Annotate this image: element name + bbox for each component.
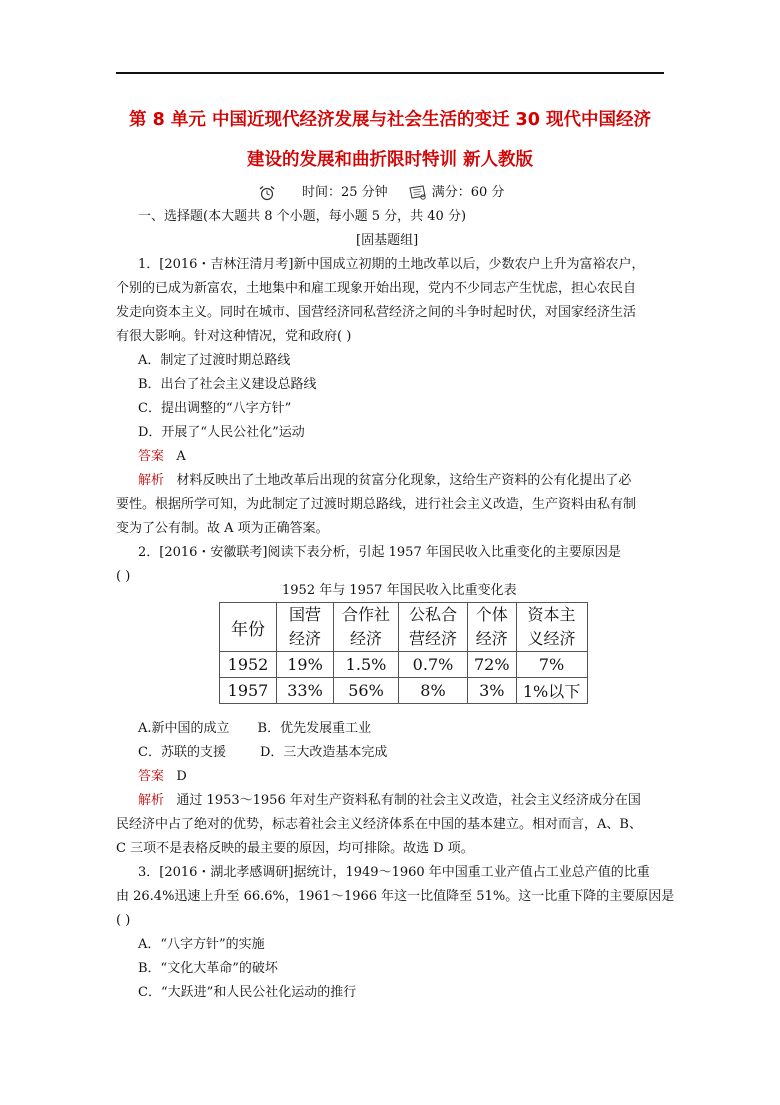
q2-option-d: D．三大改造基本完成 bbox=[259, 745, 388, 760]
table-cell: 1957 bbox=[220, 678, 277, 704]
q2-analysis-line bbox=[138, 792, 641, 810]
header-cell: 资本主 义经济 bbox=[516, 603, 587, 652]
q1-option-d: D．开展了“人民公社化”运动 bbox=[138, 425, 305, 440]
page-title-line2: 建设的发展和曲折限时特训 新人教版 bbox=[246, 150, 534, 170]
answer-label: 答案 bbox=[138, 449, 165, 464]
full-score: 满分：60 分 bbox=[431, 185, 505, 200]
q1-option-b: B．出台了社会主义建设总路线 bbox=[138, 377, 317, 392]
table-cell: 1.5% bbox=[334, 652, 399, 678]
answer-value: A bbox=[176, 449, 186, 464]
q3-line: 3．[2016・湖北孝感调研]据统计，1949～1960 年中国重工业产值占工业总产值的比重 bbox=[138, 865, 650, 880]
header-cell: 年份 bbox=[220, 603, 277, 652]
q1-line: 1．[2016・吉林汪清月考]新中国成立初期的土地改革以后，少数农户上升为富裕农户， bbox=[138, 257, 645, 272]
q3-option-a: A．“八字方针”的实施 bbox=[138, 937, 265, 952]
q1-analysis-line: 变为了公有制。故 A 项为正确答案。 bbox=[116, 521, 329, 536]
exam-meta bbox=[258, 184, 504, 202]
q2-line: ( ) bbox=[116, 569, 131, 584]
analysis-text: 材料反映出了土地改革后出现的贫富分化现象，这给生产资料的公有化提出了必 bbox=[176, 473, 632, 488]
q2-analysis-line: C 三项不是表格反映的最主要的原因，均可排除。故选 D 项。 bbox=[116, 841, 474, 856]
analysis-label: 解析 bbox=[138, 473, 165, 488]
q2-line: 2．[2016・安徽联考]阅读下表分析，引起 1957 年国民收入比重变化的主要原因是 bbox=[138, 545, 621, 560]
table-cell: 19% bbox=[277, 652, 334, 678]
table-cell: 3% bbox=[468, 678, 517, 704]
header-cell: 个体 经济 bbox=[468, 603, 517, 652]
q2-option-a: A.新中国的成立 bbox=[138, 721, 230, 736]
table-cell: 33% bbox=[277, 678, 334, 704]
table-cell: 1%以下 bbox=[516, 678, 587, 704]
q2-options-row bbox=[138, 720, 371, 738]
q2-options-row bbox=[138, 744, 387, 762]
q1-option-a: A．制定了过渡时期总路线 bbox=[138, 353, 291, 368]
analysis-label: 解析 bbox=[138, 793, 165, 808]
answer-value: D bbox=[176, 769, 187, 784]
q3-option-c: C．“大跃进”和人民公社化运动的推行 bbox=[138, 985, 357, 1000]
header-cell: 公私合 营经济 bbox=[399, 603, 468, 652]
table-cell: 8% bbox=[399, 678, 468, 704]
header-cell: 国营 经济 bbox=[277, 603, 334, 652]
q2-option-c: C．苏联的支援 bbox=[138, 745, 226, 760]
table-cell: 72% bbox=[468, 652, 517, 678]
table-cell: 1952 bbox=[220, 652, 277, 678]
certificate-icon bbox=[408, 185, 426, 201]
q1-analysis-line bbox=[138, 472, 631, 490]
q3-line: 由 26.4%迅速上升至 66.6%，1961～1966 年这一比值降至 51%。这一比重下降的主要原因是 bbox=[116, 889, 675, 904]
section-heading: 一、选择题(本大题共 8 个小题，每小题 5 分，共 40 分) bbox=[138, 209, 467, 224]
table-title: 1952 年与 1957 年国民收入比重变化表 bbox=[282, 583, 517, 598]
q1-answer bbox=[138, 448, 186, 466]
q3-option-b: B．“文化大革命”的破坏 bbox=[138, 961, 278, 976]
alarm-clock-icon bbox=[258, 185, 276, 201]
time-limit: 时间：25 分钟 bbox=[302, 185, 388, 200]
q1-line: 有很大影响。针对这种情况，党和政府( ) bbox=[116, 329, 352, 344]
q1-line: 发走向资本主义。同时在城市、国营经济同私营经济之间的斗争时起时伏，对国家经济生活 bbox=[116, 305, 637, 320]
header-cell: 合作社 经济 bbox=[334, 603, 399, 652]
analysis-text: 通过 1953～1956 年对生产资料私有制的社会主义改造，社会主义经济成分在国 bbox=[176, 793, 641, 808]
q3-line: ( ) bbox=[116, 913, 131, 928]
q1-option-c: C．提出调整的“八字方针” bbox=[138, 401, 292, 416]
page-title-line1: 第 8 单元 中国近现代经济发展与社会生活的变迁 30 现代中国经济 bbox=[129, 110, 651, 130]
table-cell: 56% bbox=[334, 678, 399, 704]
q1-analysis-line: 要性。根据所学可知，为此制定了过渡时期总路线，进行社会主义改造，生产资料由私有制 bbox=[116, 497, 637, 512]
top-rule bbox=[116, 72, 664, 74]
answer-label: 答案 bbox=[138, 769, 165, 784]
q2-analysis-line: 民经济中占了绝对的优势，标志着社会主义经济体系在中国的基本建立。相对而言，A、B、 bbox=[116, 817, 642, 832]
table-row bbox=[220, 652, 588, 678]
table-cell: 7% bbox=[516, 652, 587, 678]
q2-option-b: B．优先发展重工业 bbox=[257, 721, 372, 736]
q1-line: 个别的已成为新富农，土地集中和雇工现象开始出现，党内不少同志产生忧虑，担心农民自 bbox=[116, 281, 637, 296]
income-share-table bbox=[219, 602, 588, 704]
table-cell: 0.7% bbox=[399, 652, 468, 678]
table-row bbox=[220, 678, 588, 704]
group-label: [固基题组] bbox=[356, 233, 419, 248]
q2-answer bbox=[138, 768, 187, 786]
